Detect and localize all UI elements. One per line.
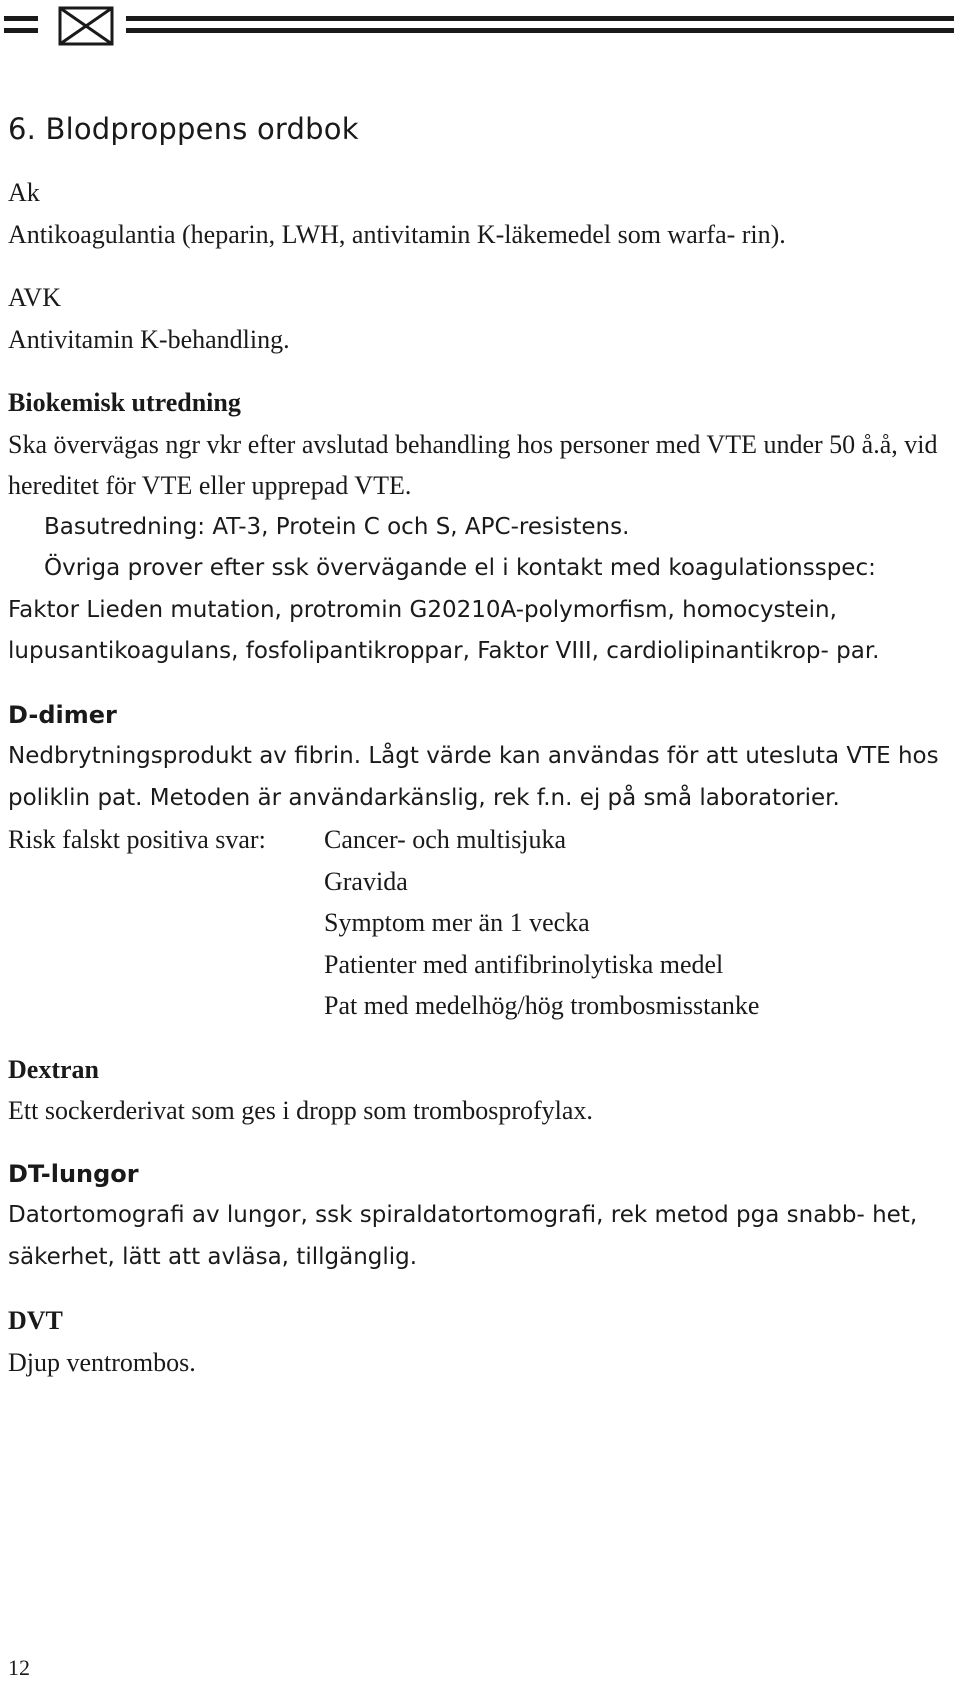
entry-ak	[8, 172, 946, 255]
definition: Nedbrytningsprodukt av fibrin. Lågt värde kan användas för att utesluta VTE hos poliklin pat. Metoden är användarkänslig, rek f.n. ej på små laboratorier.	[8, 743, 939, 811]
entry-dt-lungor	[8, 1154, 946, 1279]
header-rule	[126, 16, 954, 21]
definition: Antivitamin K-behandling.	[8, 324, 290, 354]
definition: Faktor Lieden mutation, protromin G20210A-polymorfism, homocystein, lupusantikoagulans, fosfolipantikroppar, Faktor VIII, cardiolipinantikrop- par.	[8, 596, 880, 664]
risk-items	[324, 819, 759, 1027]
risk-item: Gravida	[324, 866, 408, 896]
entry-dextran	[8, 1049, 946, 1132]
entry-d-dimer	[8, 695, 946, 1027]
entry-avk	[8, 277, 946, 360]
entry-biokemisk-utredning	[8, 382, 946, 673]
term: DVT	[8, 1306, 63, 1335]
risk-item: Cancer- och multisjuka	[324, 825, 567, 854]
page-header	[4, 6, 954, 50]
glossary	[8, 172, 946, 1405]
risk-item: Pat med medelhög/hög trombosmisstanke	[324, 991, 760, 1020]
chapter-title: 6. Blodproppens ordbok	[8, 112, 359, 146]
term: Dextran	[8, 1054, 99, 1084]
definition: Ska övervägas ngr vkr efter avslutad behandling hos personer med VTE under 50 å.å, vid hereditet för VTE eller upprepad VTE.	[8, 429, 938, 500]
term: Ak	[8, 178, 40, 207]
definition: Datortomografi av lungor, ssk spiraldatortomografi, rek metod pga snabb- het, säkerhet, lätt att avläsa, tillgänglig.	[8, 1202, 918, 1270]
risk-list	[8, 819, 946, 1027]
header-rule	[126, 28, 954, 33]
page-number: 12	[8, 1655, 30, 1680]
definition: Basutredning: AT-3, Protein C och S, APC-resistens.	[44, 513, 630, 540]
envelope-icon	[58, 6, 114, 46]
definition: Djup ventrombos.	[8, 1347, 196, 1377]
definition: Ett sockerderivat som ges i dropp som trombosprofylax.	[8, 1096, 593, 1125]
risk-item: Patienter med antifibrinolytiska medel	[324, 949, 724, 979]
definition: Övriga prover efter ssk övervägande el i kontakt med koagulationsspec:	[44, 555, 876, 581]
term: AVK	[8, 283, 61, 312]
term: D-dimer	[8, 700, 117, 729]
header-rule	[4, 16, 38, 21]
header-rule	[4, 28, 38, 33]
definition: Antikoagulantia (heparin, LWH, antivitamin K-läkemedel som warfa- rin).	[8, 219, 786, 249]
term: Biokemisk utredning	[8, 388, 241, 417]
term: DT-lungor	[8, 1159, 139, 1188]
entry-dvt	[8, 1300, 946, 1383]
risk-label: Risk falskt positiva svar:	[8, 825, 266, 854]
risk-item: Symptom mer än 1 vecka	[324, 908, 590, 937]
